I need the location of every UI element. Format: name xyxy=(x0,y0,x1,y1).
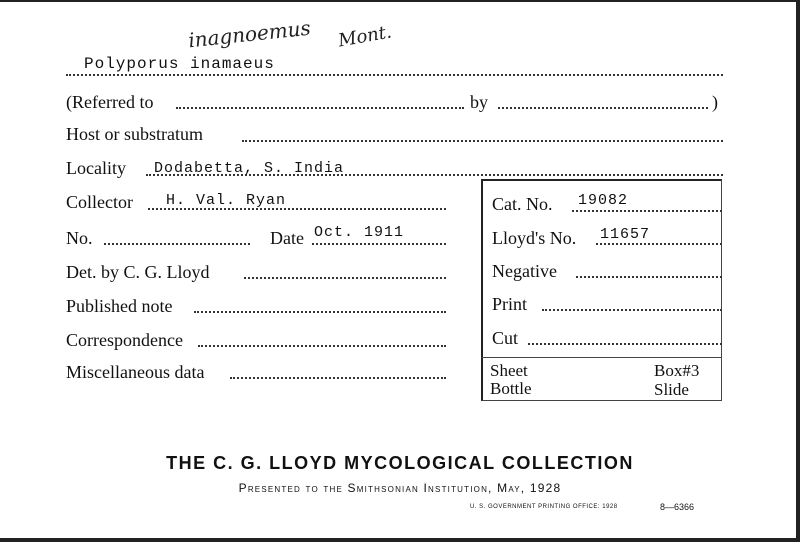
cat-no-value: 19082 xyxy=(578,192,629,209)
no-label: No. xyxy=(66,228,93,248)
box-label xyxy=(654,361,699,381)
bottle-label: Bottle xyxy=(490,379,532,398)
collection-subtitle: Presented to the Smithsonian Institution, May, 1928 xyxy=(238,481,562,495)
lloyds-no-label: Lloyd's No. xyxy=(492,228,577,248)
sheet-label: Sheet xyxy=(490,361,528,380)
box-number-value: #3 xyxy=(682,361,700,380)
locality-label: Locality xyxy=(66,158,126,178)
collection-title: THE C. G. LLOYD MYCOLOGICAL COLLECTION xyxy=(166,453,634,473)
negative-line xyxy=(576,276,722,278)
negative-label: Negative xyxy=(492,261,557,281)
lloyds-no-value: 11657 xyxy=(600,226,651,243)
det-by-line xyxy=(244,277,446,279)
misc-data-line xyxy=(230,377,446,379)
date-line xyxy=(312,243,446,245)
referred-by-line xyxy=(498,107,708,109)
host-line xyxy=(242,140,723,142)
cut-label: Cut xyxy=(492,328,519,348)
published-note-label: Published note xyxy=(66,296,173,316)
collector-label: Collector xyxy=(66,192,133,212)
printer-imprint: U. S. GOVERNMENT PRINTING OFFICE: 1928 xyxy=(470,504,618,510)
handwritten-name-annotation: inagnoemus xyxy=(187,15,312,53)
correspondence-label: Correspondence xyxy=(66,330,183,350)
cut-line xyxy=(528,343,722,345)
date-label: Date xyxy=(270,228,304,248)
slide-label: Slide xyxy=(654,380,689,399)
box-label-text: Box xyxy=(654,361,683,380)
print-line xyxy=(542,309,722,311)
referred-close-paren: ) xyxy=(712,92,718,112)
cat-no-label: Cat. No. xyxy=(492,194,553,214)
referred-to-line xyxy=(176,107,464,109)
handwritten-author-annotation: Mont. xyxy=(336,21,394,52)
species-line xyxy=(66,74,723,76)
host-label: Host or substratum xyxy=(66,124,203,144)
form-number: 8—6366 xyxy=(660,502,695,512)
referred-to-label: (Referred to xyxy=(66,92,154,112)
print-label: Print xyxy=(492,294,528,314)
species-name: Polyporus inamaeus xyxy=(84,55,275,73)
card-bottom-edge xyxy=(0,538,800,542)
collector-value: H. Val. Ryan xyxy=(166,192,287,209)
published-note-line xyxy=(194,311,446,313)
det-by-label: Det. by C. G. Lloyd xyxy=(66,262,210,282)
box-divider xyxy=(481,357,722,358)
card-top-edge xyxy=(0,0,800,2)
misc-data-label: Miscellaneous data xyxy=(66,362,205,382)
no-line xyxy=(104,243,250,245)
date-value: Oct. 1911 xyxy=(314,224,405,241)
correspondence-line xyxy=(198,345,446,347)
locality-value: Dodabetta, S. India xyxy=(154,160,345,177)
cat-no-line xyxy=(572,210,722,212)
lloyds-no-line xyxy=(596,243,722,245)
by-label: by xyxy=(470,92,488,112)
